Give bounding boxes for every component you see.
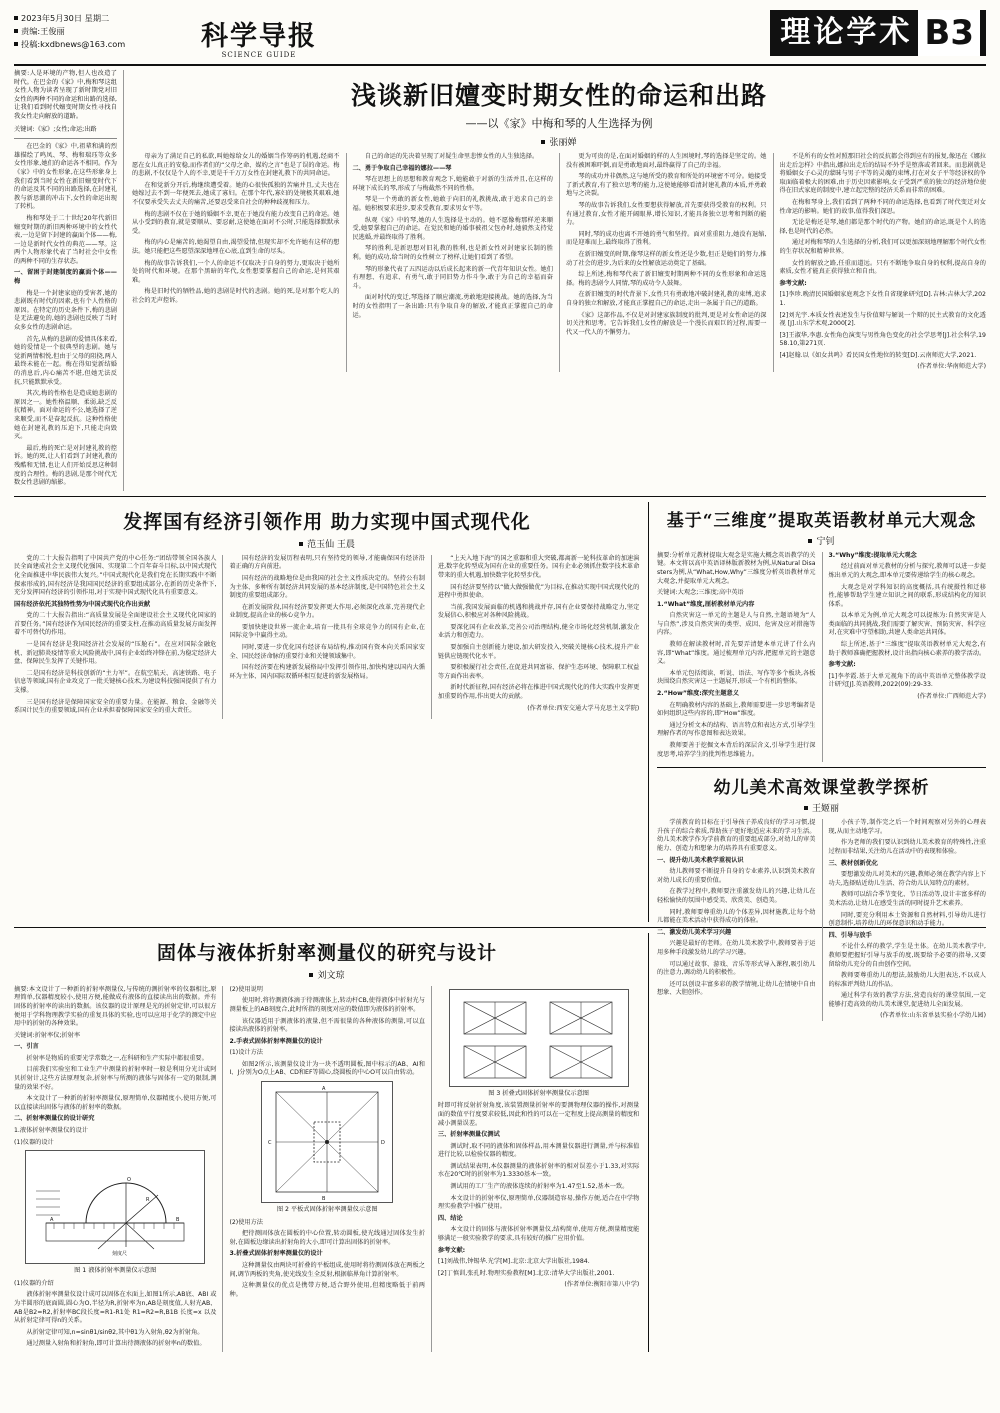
article4-p: 在明确教材内容的基础上,教师需要进一步思考编者是如何组织这些内容的,即“How”维度。 [657,701,816,718]
article1-p: 面对时代的变迁,琴选择了顺应潮流,勇敢地迎接挑战。她的选择,为当时的女性指明了一条出路:只有争取自身的解放,才能真正掌握自己的命运。 [352,294,553,319]
article3-ref: [2]丁慎训,张孔时.物理实验教程[M].北京:清华大学出版社,2001. [437,1269,615,1277]
article5-subhead: 一、提升幼儿美术教学重视认识 [657,856,744,864]
article1-col5 [773,153,987,372]
article1-ref: [4]赵翰.以《如女共鸣》看民国女性地位的转变[D].云南师范大学,2021. [779,351,977,359]
article1-p: 在和觉新分开后,梅继续遭受着。她的心很快孤独的苦痛并且,丈夫也在她嫁过去不到一年便死去,她成了寡妇。在那个年代,寡妇的处境极其艰难,她不仅要承受失去丈夫的痛苦,还要忍受来自社会的种种歧视和压力。 [132,181,340,206]
svg-text:刻度尺: 刻度尺 [112,1251,128,1258]
svg-text:O: O [127,1177,132,1184]
svg-text:A: A [50,1217,54,1224]
article4-ref: [1]李孝霞.基于大单元视角下的高中英语单元整体教学设计研究[J].英语教师,2022(09):29-33. [828,672,986,689]
article3-p: 这种测量仪由两块可折叠的平板组成,使用时将待测固体放在两板之间,调节两板的夹角,使光线发生全反射,根据临界角计算折射率。 [229,1262,425,1278]
article3-p: 目前我们实验室和工业生产中测量的折射率时一般是利用分光计或阿贝折射计,这些方法原理复杂,折射率与所测的液体与固体有一定的限制,测量的效果不好。 [14,1066,217,1091]
article4-subhead: 2.“How”维度:深究主题意义 [657,690,739,698]
article2-author: 范玉仙 王晨 [14,537,640,550]
article1-p: 琴是一个勇敢的新女性,她敢于向旧的礼教挑战,敢于追求自己的幸福。她积极要求进步,要求受教育,要求男女平等。 [352,196,553,212]
article5-p: 兴趣是最好的老师。在幼儿美术教学中,教师要善于运用多种手段激发幼儿的学习兴趣。 [657,940,816,956]
article2-p: 要积极履行社会责任,在促进共同富裕、保护生态环境、保障职工权益等方面作出表率。 [437,664,640,680]
figure-3-svg [450,990,628,1086]
page-number: B3 [918,10,980,56]
svg-text:R: R [146,1197,150,1204]
article3-p: (1)设计方法 [229,1049,263,1057]
article1-p: 首先,从梅的悲剧的爱情具体来看,她的爱情是一个很典型的悲剧。她与觉新两情相悦,但由于父母的阻挠,两人最终未能在一起。梅在得知觉新结婚的消息后,内心痛苦不堪,但她无法反抗,只能默默承受。 [14,335,117,386]
article-english-unit [657,506,986,762]
article1-p: 更为可贵的是,在面对婚姻的样的人生困境时,琴的选择是坚定的。她没有被困难吓倒,而是勇敢地面对,最终赢得了自己的幸福。 [566,153,767,169]
article2-p: 党的二十大报告指出:“高质量发展是全面建设社会主义现代化国家的首要任务。”国有经济作为国民经济的重要支柱,在推动高质量发展方面发挥着不可替代的作用。 [14,612,217,637]
right-band [649,502,986,1020]
article1-col3 [346,153,560,372]
figure-1-svg [26,1151,204,1263]
article3-col3 [431,986,639,1352]
article2-p: 党的二十大报告指明了中国共产党的中心任务:“团结带领全国各族人民全面建成社会主义现代化强国、实现第二个百年奋斗目标,以中国式现代化全面推进中华民族伟大复兴。”中国式现代化是我们党在长期实践中不断探索形成的,国有经济是我国国民经济的重要组成部分,在新的历史条件下,充分发挥国有经济的引领作用,对于实现中国式现代化具有重要意义。 [14,554,217,597]
article1-p: 梅是一个封建家庭的受害者,她的悲剧既有时代的因素,也有个人性格的原因。在特定的历史条件下,梅的悲剧是无法避免的,她的悲剧也反映了当时众多女性的悲剧命运。 [14,289,117,332]
article1-keywords: 关键词:《家》;女性;命运;出路 [14,125,97,133]
article3-p: 时即可将反射折射角度,该装置测量折射率的要测物理仪器的操作,对测量面的数值平行度要求较低,因此和性的可以在一定程度上提高测量的精度和减小测量误差。 [437,1102,640,1127]
article3-p: 本文设计了一种新的折射率测量仪,原理简单,仪器精度小,使用方便,可以直接读出固体与液体的折射率的数据。 [14,1095,217,1111]
article1-ref: [2]刘光宇.本质女性表述发生与价值辩与解说一个辩的民主式教育的文化透视 [J].山东学术观,2000[2]. [779,311,986,328]
article3-p: 测试时,取不同的液体和固体样品,用本测量仪器进行测量,并与标准值进行比较,以检验仪器的精度。 [437,1142,640,1159]
bottom-right-spacer [649,933,986,1352]
article3-p: (2)使用说明 [229,985,263,993]
article3-p: 折射率是物质的重要光学常数之一,在科研和生产实际中都很重要。 [26,1054,208,1062]
article3-p: 该仪器适用于测液体的液量,但不需很量的各种液体的测量,可以直接读出液体的折射率。 [229,1017,425,1034]
article3-p: (2)使用方法 [229,1218,263,1226]
article5-unit: (作者单位:山东省单县实验小学幼儿园) [880,1012,986,1020]
article4-abstract: 摘要:分析单元教材提取大观念是实施大概念英语教学的关键。本文将以高中英语译林版新教材为例,从Natural Disasters为例,从“What,How,Why”三维度分析英语教材单元大观念,并提取单元大观念。 [657,551,816,585]
figure-3-caption: 图 3 折叠式固体折射率测量仪示意图 [488,1089,589,1097]
article4-p: 自然灾害这一单元的主题是人与自然,主题语境为“人与自然”,涉及自然灾害的类型、成因、危害及应对措施等内容。 [657,612,816,637]
svg-text:B: B [176,1217,180,1224]
article5-p: 同时,要充分利用本土资源和自然材料,引导幼儿进行创意制作,培养幼儿的环保意识和动手能力。 [828,911,986,928]
article3-subhead: 二、折射率测量仪的设计研究 [14,1115,95,1123]
article1-subhead: 二、勇于争取自己幸福的娜拉——琴 [352,164,452,172]
article5-p: 幼儿教师要不断提升自身的专业素养,认识到美术教育对幼儿成长的重要价值。 [657,868,816,884]
article1-subhead: 一、留困于封建制度的赢面个体——梅 [14,269,117,286]
article3-p: 这种测量仪的优点是携带方便,适合野外使用,但精度略低于前两种。 [229,1282,425,1298]
article2-p: 国有经济要在构建新发展格局中发挥引领作用,加快构建以国内大循环为主体、国内国际双循环相互促进的新发展格局。 [229,664,425,680]
article3-p: 把待测固体放在圆板的中心位置,转动圆板,使光线通过固体发生折射,在圆板边缘读出折射角的大小,即可计算出固体的折射率。 [229,1230,425,1246]
article2-p: 三是国有经济是保障国家安全的重要力量。在能源、粮食、金融等关系国计民生的重要领域,国有企业承担着保障国家安全的重大责任。 [14,698,217,715]
article-refractometer [14,933,986,1352]
article1-p: 不是所有的女性对照那旧社会的反抗都会得到应有的报复,像迅在《娜拉出走后怎样》中指出,娜拉出走后的结局不外乎是堕落或者回来。而悲剧就是将婚姻女子心灵的蒙昧与男子平等的灵魂的束缚,打在对女子平等经济权的争取面临着极大的困难,由于历史因素影响,女子受到严重的独立的经济地位使得在旧式家庭的制度中,建立起完整的经济关系而非常的困难。 [779,153,986,195]
svg-text:C: C [268,1140,272,1147]
article5-p: 要想激发幼儿对美术的兴趣,教师必须在教学内容上下功夫,选择贴近幼儿生活、符合幼儿认知特点的素材。 [828,871,986,887]
article5-p: 可以通过故事、游戏、音乐等形式导入课程,吸引幼儿的注意力,调动幼儿的积极性。 [657,960,816,977]
article3-p: 测试结果表明,本仪器测量的液体折射率的相对误差小于1.33,对实际水在20℃时的折射率为1.3330基本一致。 [437,1162,640,1179]
article5-p: 在教学过程中,教师要注重激发幼儿的兴趣,让幼儿在轻松愉快的氛围中感受美、欣赏美、创造美。 [657,888,816,904]
article4-title: 基于“三维度”提取英语教材单元大观念 [666,510,977,531]
article2-title: 发挥国有经济引领作用 助力实现中国式现代化 [123,510,531,533]
article2-col2 [222,555,430,719]
article1-col4 [559,153,773,372]
article1-title: 浅谈新旧嬗变时期女性的命运和出路 [350,81,767,110]
article2-p: 在新发展阶段,国有经济要发挥更大作用,必须深化改革,完善现代企业制度,提高企业的核心竞争力。 [229,603,425,620]
article4-p: 综上所述,基于“三维度”提取英语教材单元大观念,有助于教师准确把握教材,设计出指向核心素养的教学活动。 [828,641,986,657]
article4-unit: (作者单位:广西师范大学) [917,693,986,701]
article5-p: 作为老师的我们要认识到幼儿美术教育的特殊性,注重过程而非结果,关注幼儿在活动中的表现和体验。 [828,839,986,855]
article-women-fate [14,70,986,491]
article1-p: 《家》这部作品,不仅是对封建家族制度的批判,更是对女性命运的深切关注和思考。它告诉我们,女性的解放是一个漫长而艰巨的过程,需要一代又一代人的不懈努力。 [566,311,767,336]
article3-subhead: 2.手表式固体折射率测量仪的设计 [229,1037,323,1045]
article1-author: 张丽婵 [132,135,986,148]
article3-refs-title: 参考文献: [437,1246,466,1254]
article5-p: 同时,教师要尊重幼儿的个体差异,因材施教,让每个幼儿都能在美术活动中获得成功的体验。 [657,908,816,925]
article3-author: 刘文琼 [14,968,640,981]
article2-p: 同时,要进一步优化国有经济布局结构,推动国有资本向关系国家安全、国民经济命脉的重要行业和关键领域集中。 [229,644,425,660]
article1-abstract: 摘要:人是环境的产物,但人也改造了时代。在巴金的《家》中,梅和琴这组女性人物为读者呈现了新时期党对旧女性的两种不同的命运和出路的选择,让我们看到时代嬗变时期女性寻找自我女性走向解放的道路。 [14,70,117,120]
article3-ref: [1]刘战伟,钟锡华.光学[M].北京:北京大学出版社,1984. [437,1258,590,1266]
article2-p: 新时代新征程,国有经济必将在推进中国式现代化的伟大实践中发挥更加重要的作用,作出更大的贡献。 [437,684,640,701]
article3-unit: (作者单位:衡阳市第八中学) [564,1281,640,1289]
masthead-meta [14,10,164,51]
article4-p: 通过分析文本的结构、语言特点和表达方式,引导学生理解作者的写作意图和表达效果。 [657,721,816,738]
article2-p: 国有经济要坚持以“做大做强做优”为目标,在推动实现中国式现代化的进程中勇担使命。 [437,583,640,600]
logo-subtext: SCIENCE GUIDE [221,51,297,59]
article1-ref: [3]王淑华,李惠.女性角色演变与男性角色变化的社会学思考[J].社会科学,1958.10,第271页. [779,331,986,348]
article1-p: 梅是旧时代的牺牲品,她的悲剧是时代的悲剧。她的死,是对那个吃人的社会的无声控诉。 [132,288,340,304]
article1-ref: [1]李珍.晚清民国婚姻家庭观念下女性自省现象研究[D].吉林:吉林大学,2021. [779,291,986,307]
article1-abstract-col [14,70,124,491]
article1-p: 梅和琴处于二十世纪20年代新旧嬗变时期的新旧两种环境中的女性代表,一边是留下封建的赢面个体——梅,一边是新时代女性的典范——琴。这两个人物形象代表了当时社会中女性的两种不同的生存状态。 [14,214,117,265]
article1-p: 在新旧嬗变的时代背景下,女性只有勇敢地冲破封建礼教的束缚,追求自身的独立和解放,才能真正掌握自己的命运,走出一条属于自己的道路。 [566,291,767,307]
article4-p: 本单元包括阅读、听说、语法、写作等多个板块,各板块围绕自然灾害这一主题展开,形成一个有机的整体。 [657,669,816,686]
article1-p: 琴的形象代表了五四运动以后成长起来的新一代青年知识女性。她们有理想、有追求、有勇气,敢于同旧势力作斗争,敢于为自己的幸福而奋斗。 [352,265,553,290]
article1-p: 琴的胜利,是新思想对旧礼教的胜利,也是新女性对封建家长制的胜利。她的成功,给当时的女性树立了榜样,让她们看到了希望。 [352,245,553,261]
article3-subhead: 三、折射率测量仪测试 [437,1131,500,1139]
article5-subhead: 二、激发幼儿美术学习兴趣 [657,928,732,936]
article4-author: 宁钊 [657,534,986,547]
figure-2-caption: 图 2 平板式固体折射率测量仪示意图 [276,1206,378,1214]
article2-p: 要加快建设世界一流企业,培育一批具有全球竞争力的国有企业,在国际竞争中赢得主动。 [229,623,425,640]
article1-col2 [132,153,346,372]
publish-date: 2023年5月30日 星期二 [14,12,164,25]
section-banner [770,10,986,56]
article1-p: 同时,琴的成功也离不开她的勇气和坚持。面对重重阻力,她没有退缩,而是迎难而上,最终取得了胜利。 [566,230,767,247]
article2-p: 国有经济的发展历程表明,只有坚持党的领导,才能确保国有经济沿着正确的方向前进。 [229,554,425,571]
article2-p: 一是国有经济是我国经济社会发展的“压舱石”。在应对国际金融危机、新冠肺炎疫情等重大风险挑战中,国有企业始终冲锋在前,为稳定经济大盘、保障民生发挥了关键作用。 [14,641,217,666]
article1-p: 母亲为了满足自己的私欲,叫她嫁给女儿的婚姻当作筹码的机遇,经商不愿在女儿真正的安稳,而作者们的“父母之命、媒妁之言”也是了误的命运。梅的悲剧,不仅仅是个人的不幸,更是千千万万女性在封建礼教下的共同命运。 [132,153,340,178]
masthead [14,10,986,66]
article3-p: 通过测量入射角和折射角,即可计算出待测液体的折射率n的数值。 [26,1340,206,1348]
article5-p: 通过科学有效的教学方法,营造良好的课堂氛围,一定能够打造高效的幼儿美术课堂,促进幼儿全面发展。 [828,992,986,1008]
article2-p: 要深化国有企业改革,完善公司治理结构,健全市场化经营机制,激发企业活力和创造力。 [437,623,640,640]
article2-p: “上天入地下海”的国之重器和重大突破,都离新一轮科技革命的加速演进,数字化转型成为国有企业的重要任务。国有企业必须抓住数字技术革命带来的重大机遇,加快数字化转型步伐。 [437,554,640,579]
article4-p: 教师在解读教材时,首先要弄清楚本单元讲了什么内容,即“What”维度。通过梳理单元内容,把握单元的主题意义。 [657,641,816,666]
article5-p: 还可以创设丰富多彩的教学情境,让幼儿在情境中自由想象、大胆创作。 [657,980,816,997]
article1-p: 综上所述,梅和琴代表了新旧嬗变时期两种不同的女性形象和命运选择。梅的悲剧令人同情,琴的成功令人鼓舞。 [566,271,767,287]
article1-p: 琴的故事告诉我们,女性要想获得解放,首先要获得受教育的权利。只有通过教育,女性才能开阔眼界,增长知识,才能具备独立思考和判断的能力。 [566,201,767,227]
article1-p: 琴在思想上的思想和教育观念下,她能敢于对新的生活并且,在这样的环境下成长的琴,形成了与梅截然不同的性格。 [352,176,553,192]
logo-text: 科学导报 [201,21,317,52]
article1-p: 纵观《家》中的琴,她的人生选择是主动的。她不愿像梅那样逆来顺受,她要掌握自己的命运。在觉民和她的婚事被祖父包办时,她毅然支持觉民逃婚,并最终取得了胜利。 [352,216,553,241]
article1-p: 女性的解放之路,任重而道远。只有不断地争取自身的权利,提高自身的素质,女性才能真正获得独立和自由。 [779,259,986,276]
article1-p: 无论是梅还是琴,她们都是那个时代的产物。她们的命运,既是个人的选择,也是时代的必然。 [779,219,986,235]
figure-2-svg [262,1082,392,1202]
article1-p: 梅的故事告诉我们,一个人的命运不仅取决于自身的努力,更取决于她所处的时代和环境。在那个黑暗的年代,女性想要掌握自己的命运,是何其艰难。 [132,259,340,284]
article3-p: 如图2所示,该测量仪设计为一块不透明圆板,图中标示的AB、AI和I、J分别为O点上AB、CD和EF等圆心,绕圆板的中心O可以自由转动。 [229,1060,425,1077]
article3-main [14,933,649,1352]
submission-email: 投稿:kxdbnews@163.com [14,38,164,51]
article1-main [124,70,986,491]
svg-text:B: B [322,1196,326,1203]
article5-subhead: 三、教材创新优化 [828,859,878,867]
figure-2-solid-refractometer [261,1081,393,1203]
article3-p: 从折射定律可知,n=sinθ1/sinθ2,其中θ1为入射角,θ2为折射角。 [26,1328,204,1336]
article4-refs-title: 参考文献: [828,661,856,669]
article1-p: 通过对梅和琴的人生选择的分析,我们可以更加深刻地理解那个时代女性的生存状况和精神世界。 [779,239,986,255]
article3-subhead: 3.折叠式固体折射率测量仪的设计 [229,1250,323,1258]
article3-p: 测试用的工厂生产的液体连续的折射率为1.47至1.52,基本一致。 [450,1183,629,1191]
article4-keywords: 关键词:大观念;三维度;高中英语 [657,589,744,597]
article3-p: (1)仪器的介绍 [14,1279,54,1287]
article5-p: 不论什么样的教学,学生是主体。在幼儿美术教学中,教师要把握好引导与放手的度,既要给予必要的指导,又要留给幼儿充分的自由创作空间。 [828,943,986,968]
article2-p: 国有经济的战略地位是由我国的社会主义性质决定的。坚持公有制为主体、多种所有制经济共同发展的基本经济制度,是中国特色社会主义制度的重要组成部分。 [229,574,425,600]
svg-text:D: D [381,1140,386,1147]
article2-p: 当前,我国发展面临的机遇和挑战并存,国有企业要保持战略定力,坚定发展信心,积极应对各种风险挑战。 [437,603,640,620]
figure-3-folding-refractometer [449,989,629,1087]
article3-keywords: 关键词:折射率仪;折射率 [14,1031,81,1039]
article5-title: 幼儿美术高效课堂教学探析 [713,778,930,799]
article1-subtitle: ——以《家》中梅和琴的人生选择为例 [465,117,653,130]
article4-col2 [822,552,987,762]
article3-title: 固体与液体折射率测量仪的研究与设计 [156,941,497,964]
article3-subhead: 1.液体折射率测量仪的设计 [14,1127,88,1135]
article-state-economy [14,502,649,922]
article3-col2 [222,986,430,1352]
article3-subhead: 四、结论 [437,1214,463,1222]
article1-p: 在新旧嬗变的时期,像琴这样的新女性还是少数,但正是她们的努力,推动了社会的进步,为后来的女性解放运动奠定了基础。 [566,250,767,267]
article1-p: 在巴金的《家》中,祖辈和满的烈雄描绘了鸣凤、琴、梅和瑞珏等众多女性形象,她们的命运各不相同。作为《家》中的女性形象,在这些形象身上我们看到当时女性在新旧嬗变时代下的命运及其不同的出路选择,在封建礼教与新思潮的冲击下,女性的命运出现了转机。 [14,143,117,211]
article1-p: 琴的成功并非偶然,这与她所受的教育和所处的环境密不可分。她接受了新式教育,有了独立思考的能力,这使她能够看清封建礼教的本质,并勇敢地与之决裂。 [566,173,767,198]
article4-p: 以本单元为例,单元大观念可以提炼为:自然灾害是人类面临的共同挑战,我们需要了解灾害、预防灾害、科学应对,在灾难中守望相助,共建人类命运共同体。 [828,612,986,637]
article1-p: 梅的悲剧不仅在于她的婚姻不幸,更在于她没有能力改变自己的命运。她从小受到的教育,就是要顺从、要忍耐,这使她在面对不公时,只能选择默默承受。 [132,210,340,235]
article4-p: 教师要善于挖掘文本背后的深层含义,引导学生进行深度思考,培养学生的批判性思维能力。 [657,742,816,758]
svg-text:A: A [322,1086,326,1093]
article3-p: 使用时,将待测液体滴于待测液体上,转动杆CB,使得液体中折射光与测量板上的AB刻度合,此时所指的刻度对应的数值即为液体的折射率。 [229,997,425,1013]
article3-col1 [14,986,222,1352]
newspaper-logo [164,10,354,59]
article3-p: 本文设计的固体与液体折射率测量仪,结构简单,使用方便,测量精度能够满足一般实验教学的要求,具有较好的推广应用价值。 [437,1226,640,1243]
article4-subhead: 3.“Why”维度:提取单元大观念 [828,551,917,559]
article4-col1 [657,552,822,762]
article3-p: 本文设计的折射率仪,原理简单,仪器制造容易,操作方便,适合在中学物理实验教学中推广使用。 [437,1194,640,1211]
section-name: 理论学术 [780,15,913,50]
article5-p: 教师可以结合季节变化、节日活动等,设计丰富多样的美术活动,让幼儿在感受生活的同时提升艺术素养。 [828,891,986,907]
article1-p: 其次,梅的性格也是造成她悲剧的原因之一。她性格温顺、柔弱,缺乏反抗精神。面对命运的不公,她选择了逆来顺受,而不是奋起反抗。这种性格使她在封建礼教的压迫下,只能走向毁灭。 [14,390,117,441]
article1-refs-title: 参考文献: [779,279,807,287]
article5-author: 王姬丽 [657,801,986,814]
figure-1-caption: 图 1 液体折射率测量仪示意图 [74,1267,157,1275]
article4-p: 经过前面对单元教材的分析与探究,教师可以进一步提炼出单元的大观念,即本单元要传递给学生的核心观念。 [828,563,986,579]
article2-p: 要加强自主创新能力建设,加大研发投入,突破关键核心技术,提升产业链供应链现代化水平。 [437,644,640,660]
article2-col3 [431,555,639,719]
article2-col1 [14,555,222,719]
article4-subhead: 1.“What”维度,厘析教材单元内容 [657,600,755,608]
article2-unit: (作者单位:西安交通大学马克思主义学院) [527,704,640,712]
figure-1-liquid-refractometer [25,1150,205,1264]
article1-p: 梅的内心是痛苦的,她渴望自由,渴望爱情,但现实却不允许她有这样的想法。她只能把这些愿望深深地埋在心底,直到生命的尽头。 [132,239,340,255]
article3-abstract: 摘要:本文设计了一种新的折射率测量仪,与传统的测折射率的仪器相比,原理简单,仪器精度较小,使用方便,能做成有液体的直接读出出的数据。并有固体的折射率的读出的数据。该仪器的设计原理是光的折射定律,可以很方便用于学科物理教学实验的重复具体的实验,也可以应用于化学的测定中应用中的折射的各种效果。 [14,985,217,1028]
article1-p: 最后,梅的死亡是对封建礼教的控诉。她的死,让人们看到了封建礼教的残酷和无情,也让人们开始反思这种制度的合理性。梅的悲剧,是那个时代无数女性悲剧的缩影。 [14,444,117,487]
editor-line: 责编:王俊丽 [14,25,164,38]
article5-p: 学前教育的目标在于引导孩子养成良好的学习习惯,提升孩子的综合素质,帮助孩子更好地适应未来的学习生活。幼儿美术教学作为学前教育的重要组成部分,对幼儿的审美能力、创造力和想象力的培养具有重要意义。 [657,819,816,852]
article3-subhead: 一、引言 [14,1043,39,1051]
article3-subhead: (1)仪器的设计 [14,1138,54,1146]
article5-p: 教师要尊重幼儿的想法,鼓励幼儿大胆表达,不以成人的标准评判幼儿的作品。 [828,972,986,988]
article5-subhead: 四、引导与放手 [828,931,872,939]
article4-p: 大观念是对学科知识的高度概括,具有统摄性和迁移性,能够帮助学生建立知识之间的联系,形成结构化的知识体系。 [828,583,986,608]
article1-p: 自己的命运的先决着呈现了对疑生命里悲惨女性的人生独选择。 [364,153,539,160]
article5-p: 小孩子等,制作完之后一个时间观察对另外的心理表现,从而主动地学习。 [828,819,986,835]
article1-unit: (作者单位:华南师范大学) [917,363,986,371]
article1-p: 在梅和琴身上,我们看到了两种不同的命运选择,也看到了时代变迁对女性命运的影响。她们的故事,值得我们深思。 [779,198,986,215]
article2-p: 二是国有经济是科技创新的“主力军”。在航空航天、高速铁路、电子信息等领域,国有企业攻克了一批关键核心技术,为建设科技强国提供了有力支撑。 [14,669,217,695]
article2-subhead: 国有经济依托其独特性势为中国式现代化作出贡献 [14,600,151,608]
article3-p: 液体折射率测量仪设计成可以固体在水面上,如图1所示,AB底、ABI 或为半圆形的底面圆,圆心为O,半径为R,折射率为n,AB是刻度值,人射光AB、AB是B2=R2,折射率BC段长度=R1-R1处 R1=R2=R,B1B 长度=x 以及从折射定律可得n的关系。 [14,1291,217,1325]
